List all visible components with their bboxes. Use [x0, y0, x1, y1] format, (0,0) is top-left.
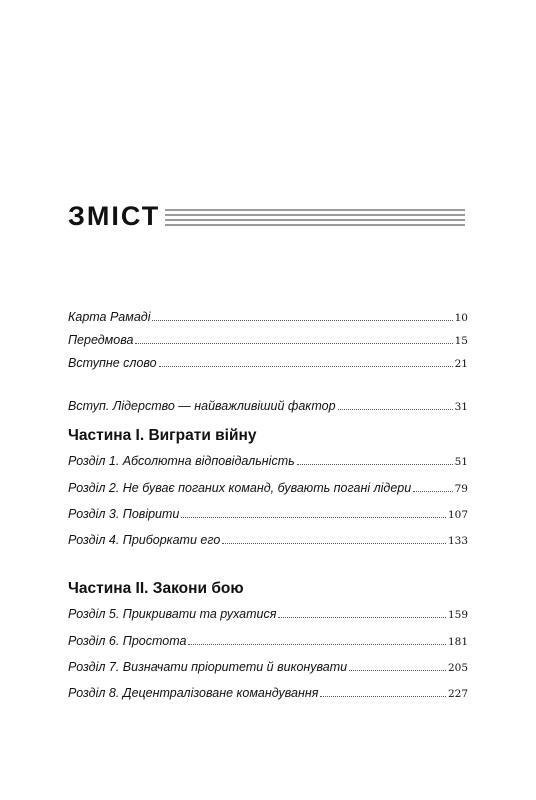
toc-entry-label: Розділ 2. Не буває поганих команд, бувають погані лідери [68, 481, 412, 495]
toc-entry-label: Вступ. Лідерство — найважливіший фактор [68, 399, 336, 413]
toc-entry-label: Розділ 6. Простота [68, 634, 187, 648]
toc-entry-ramadi-map[interactable] [68, 310, 468, 324]
toc-entry-page: 15 [454, 335, 468, 347]
dot-leader [181, 517, 446, 518]
toc-entry-label: Розділ 5. Прикривати та рухатися [68, 607, 277, 621]
toc-entry-label: Вступне слово [68, 356, 157, 370]
toc-entry-chapter-6[interactable] [68, 634, 468, 648]
toc-entry-label: Розділ 4. Приборкати его [68, 533, 221, 547]
toc-entry-page: 181 [447, 636, 468, 648]
rule-line [165, 224, 465, 226]
toc-entry-label: Розділ 1. Абсолютна відповідальність [68, 454, 295, 468]
dot-leader [338, 409, 453, 410]
dot-leader [349, 670, 446, 671]
title-decorative-rules [165, 209, 465, 229]
dot-leader [413, 491, 452, 492]
toc-entry-page: 79 [454, 483, 468, 495]
dot-leader [222, 543, 446, 544]
toc-entry-label: Розділ 3. Повірити [68, 507, 180, 521]
dot-leader [297, 464, 453, 465]
dot-leader [135, 343, 452, 344]
toc-entry-introductory-word[interactable] [68, 356, 468, 370]
toc-entry-chapter-5[interactable] [68, 607, 468, 621]
toc-entry-page: 159 [447, 609, 468, 621]
toc-entry-page: 205 [447, 662, 468, 674]
dot-leader [152, 320, 452, 321]
toc-entry-chapter-2[interactable] [68, 481, 468, 495]
toc-entry-chapter-7[interactable] [68, 660, 468, 674]
toc-entry-intro[interactable] [68, 399, 468, 413]
toc-entry-label: Розділ 8. Децентралізоване командування [68, 686, 319, 700]
toc-entry-label: Карта Рамаді [68, 310, 151, 324]
toc-entry-page: 51 [454, 456, 468, 468]
dot-leader [278, 617, 446, 618]
toc-entry-chapter-8[interactable] [68, 686, 468, 700]
rule-line [165, 214, 465, 216]
toc-entry-page: 227 [447, 688, 468, 700]
toc-entry-page: 133 [447, 535, 468, 547]
toc-entry-page: 21 [454, 358, 468, 370]
toc-entry-foreword[interactable] [68, 333, 468, 347]
dot-leader [188, 644, 446, 645]
page-title: ЗМІСТ [68, 201, 161, 231]
toc-entry-label: Розділ 7. Визначати пріоритети й виконувати [68, 660, 348, 674]
rule-line [165, 219, 465, 221]
toc-entry-page: 31 [454, 401, 468, 413]
toc-entry-label: Передмова [68, 333, 134, 347]
part-2-heading[interactable]: Частина ІІ. Закони бою [68, 580, 244, 597]
toc-entry-chapter-1[interactable] [68, 454, 468, 468]
dot-leader [159, 366, 453, 367]
dot-leader [320, 696, 446, 697]
part-1-heading[interactable]: Частина І. Виграти війну [68, 427, 257, 444]
rule-line [165, 209, 465, 211]
toc-entry-page: 10 [454, 312, 468, 324]
toc-entry-chapter-3[interactable] [68, 507, 468, 521]
toc-entry-chapter-4[interactable] [68, 533, 468, 547]
toc-entry-page: 107 [447, 509, 468, 521]
